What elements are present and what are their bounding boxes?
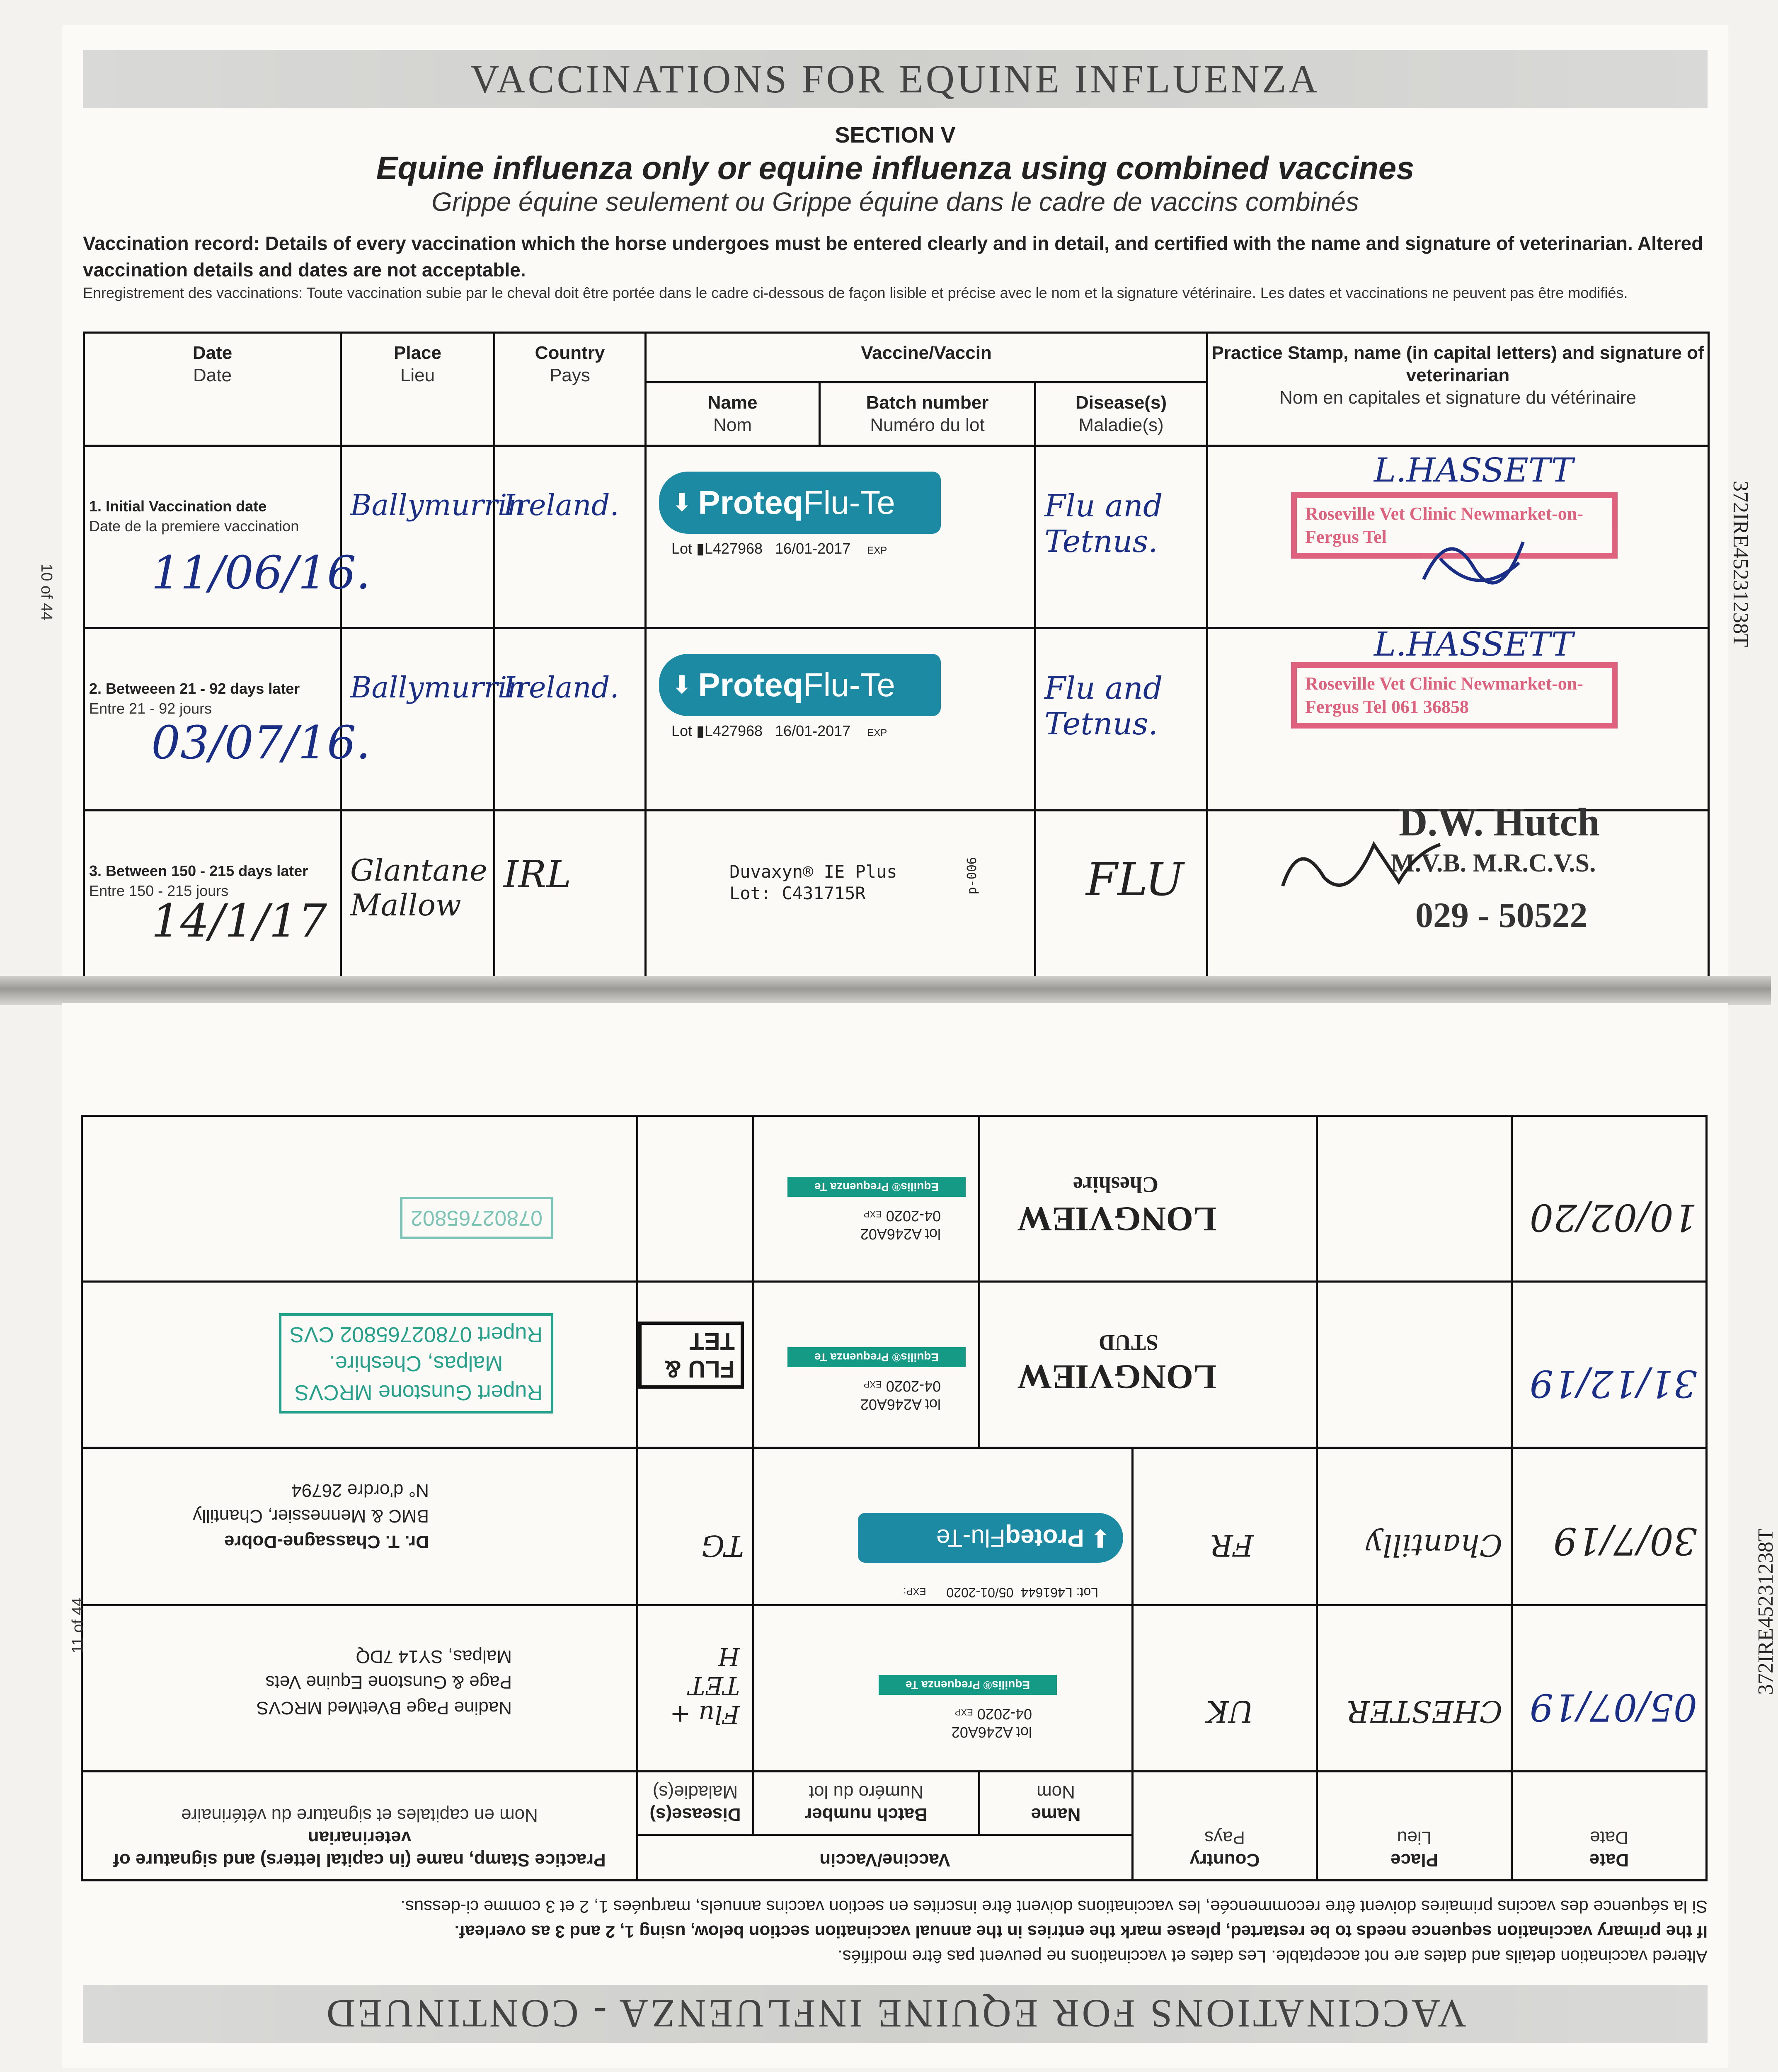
stud-stamp-cell <box>979 1282 1317 1447</box>
practice-stamp-cell <box>1207 446 1709 628</box>
header-disease: Disease(s) Maladie(s) <box>637 1771 753 1835</box>
longview-stud-sub: Cheshire <box>1073 1172 1158 1198</box>
country-handwritten: IRL <box>494 811 646 980</box>
intro-line-2: If the primary vaccination sequence needs to be restarted, please mark the entries in the annual vaccination section below, using 1, 2 and 3 as overleaf. <box>454 1922 1708 1941</box>
vaccine-sticker-cell <box>753 1116 979 1282</box>
place-handwritten: Ballymurrin <box>341 628 494 811</box>
side-passport-id: 372IRE45231238T <box>1754 1528 1778 1695</box>
vet-line: Malpas, SY14 7DQ <box>356 1646 512 1667</box>
vaccination-table <box>83 332 1710 981</box>
intro-french: Enregistrement des vaccinations: Toute vaccination subie par le cheval doit être portée dans le cadre ci-dessous de façon lisible et précise avec le nom et la signature vétérinaire. Les dates et vaccinations ne peuvent pas être modifiés. <box>83 284 1628 301</box>
equilis-sticker: lot A246A02 04-2020 EXP Equilis® Prequenza Te <box>879 1675 1057 1745</box>
place-handwritten: Ballymurrin <box>341 446 494 628</box>
place-handwritten: Chantilly <box>1317 1447 1512 1605</box>
table-row <box>84 446 1709 628</box>
date-handwritten: 03/07/16. <box>151 716 371 769</box>
vaccine-label-cell <box>646 811 1035 980</box>
practice-stamp-cell <box>1207 625 1709 811</box>
disease-cell <box>637 1116 753 1282</box>
header-vaccine: Vaccine/Vaccin <box>637 1835 1132 1880</box>
date-handwritten: 05/07/19 <box>1512 1605 1707 1771</box>
date-handwritten: 11/06/16. <box>151 546 371 599</box>
table-row <box>82 1116 1706 1282</box>
vaccine-sticker-cell <box>753 1282 979 1447</box>
place-cell <box>1317 1116 1512 1282</box>
longview-stud-name: LONGVIEW <box>1017 1357 1216 1396</box>
vet-name: D.W. Hutch <box>1399 800 1600 844</box>
vet-number: 029 - 50522 <box>1415 895 1588 935</box>
header-name: Name Nom <box>646 382 820 446</box>
header-batch: Batch number Numéro du lot <box>753 1771 979 1835</box>
section-subtitle: Grippe équine seulement ou Grippe équine dans le cadre de vaccins combinés <box>431 187 1359 217</box>
duvaxyn-label: Duvaxyn® IE Plus Lot: C431715R p-006 <box>729 857 979 903</box>
date-handwritten: 30/7/19 <box>1512 1447 1707 1605</box>
green-vet-stamp: Rupert Gunstone MRCVS Malpas, Cheshire. Rupert 07802765802 CVS <box>279 1313 553 1414</box>
date-handwritten: 14/1/17 <box>151 894 327 947</box>
country-handwritten: UK <box>1133 1605 1317 1771</box>
country-handwritten: Ireland. <box>494 628 646 811</box>
place-handwritten: Glantane Mallow <box>341 811 494 980</box>
header-country: Country Pays <box>494 333 646 446</box>
page-banner <box>83 50 1708 108</box>
vet-signature-name: L.HASSETT <box>1374 451 1573 489</box>
disease-cell <box>637 1282 753 1447</box>
green-vet-stamp: 07802765802 <box>400 1197 553 1239</box>
disease-handwritten: Flu and Tetnus. <box>1035 628 1207 811</box>
table-row <box>82 1447 1706 1605</box>
page-10 <box>38 25 1752 978</box>
arrow-icon: ⬇ <box>671 489 693 516</box>
clinic-stamp: Roseville Vet Clinic Newmarket-on-Fergus Tel <box>1291 492 1618 559</box>
disease-handwritten: Flu + TET H <box>637 1605 753 1771</box>
lot-line: Lot ▮L427968 16/01-2017 EXP <box>671 722 887 739</box>
lot-line: Lot ▮L427968 16/01-2017 EXP <box>671 540 887 557</box>
practice-stamp-cell <box>1207 800 1709 980</box>
country-handwritten: Ireland. <box>494 446 646 628</box>
vet-qualifications: M.V.B. M.R.C.V.S. <box>1390 849 1596 877</box>
disease-handwritten: FLU <box>1035 811 1207 980</box>
row-label: 3. Between 150 - 215 days later Entre 150 - 215 jours 14/1/17 <box>84 811 341 980</box>
proteq-sticker: ⬇ Proteq Flu-Te <box>659 472 941 534</box>
intro-line-3: Si la séquence des vaccins primaires doivent être recommencée, les vaccinations doivent être inscrites en section vaccins annuels, marquées 1, 2 et 3 comme ci-dessus. <box>400 1897 1708 1917</box>
vet-signature-name: L.HASSETT <box>1374 625 1573 663</box>
flu-tet-box: FLU & TET <box>638 1322 744 1389</box>
banner-text: VACCINATIONS FOR EQUINE INFLUENZA - CONTINUED <box>324 1992 1467 2036</box>
longview-stud-sub: STUD <box>1098 1330 1158 1355</box>
section-title: Equine influenza only or equine influenza using combined vaccines <box>376 150 1415 186</box>
arrow-icon: ⬇ <box>671 671 693 699</box>
table-row <box>84 628 1709 811</box>
practice-stamp-cell <box>82 1282 637 1447</box>
vet-line: N° d'ordre 26794 <box>291 1480 429 1501</box>
header-practice-stamp: Practice Stamp, name (in capital letters) and signature of veterinarian Nom en capitales et signature du vétérinaire <box>1207 333 1709 446</box>
row-label: 2. Betweeen 21 - 92 days later Entre 21 - 92 jours 03/07/16. <box>84 628 341 811</box>
proteq-sticker: ⬇ Proteq Flu-Te <box>858 1513 1123 1563</box>
place-handwritten: CHESTER <box>1317 1605 1512 1771</box>
equilis-sticker: lot A246A02 04-2020 EXP Equilis® Prequenza Te <box>787 1177 966 1247</box>
header-country: Country Pays <box>1133 1771 1317 1880</box>
header-name: Name Nom <box>979 1771 1133 1835</box>
banner-text: VACCINATIONS FOR EQUINE INFLUENZA <box>470 56 1320 101</box>
vet-line: Nadine Page BVetMed MRCVS <box>256 1697 512 1718</box>
header-date: Date Date <box>1512 1771 1707 1880</box>
page-number: 11 of 44 <box>69 1598 87 1653</box>
vet-line: Dr. T. Chassagne-Dobre <box>224 1532 429 1552</box>
signature-scribble <box>1274 820 1449 903</box>
side-passport-id: 372IRE45231238T <box>1729 481 1752 647</box>
header-batch: Batch number Numéro du lot <box>820 382 1035 446</box>
header-place: Place Lieu <box>341 333 494 446</box>
intro-line-1: Altered vaccination details and dates are not acceptable. Les dates et vaccinations ne peuvent pas être modifiés. <box>838 1947 1708 1966</box>
stud-stamp-cell <box>979 1116 1317 1282</box>
lot-line: Lot: L461644 05/01-2020 EXP: <box>903 1585 1098 1600</box>
practice-stamp-cell <box>82 1447 637 1605</box>
table-row <box>82 1605 1706 1771</box>
clinic-stamp: Roseville Vet Clinic Newmarket-on-Fergus Tel 061 36858 <box>1291 662 1618 729</box>
header-practice-stamp: Practice Stamp, name (in capital letters) and signature of veterinarian Nom en capitales et signature du vétérinaire <box>82 1771 637 1880</box>
disease-handwritten: TG <box>637 1447 753 1605</box>
page-11 <box>62 1003 1778 2068</box>
header-date: Date Date <box>84 333 341 446</box>
page-number: 10 of 44 <box>38 564 55 621</box>
vaccine-sticker-cell <box>753 1605 1133 1771</box>
table-row <box>82 1282 1706 1447</box>
table-row <box>84 811 1709 980</box>
proteq-sticker: ⬇ Proteq Flu-Te <box>659 654 941 716</box>
page-banner <box>83 1985 1708 2043</box>
practice-stamp-cell <box>82 1605 637 1771</box>
date-handwritten: 31/12/19 <box>1512 1282 1707 1447</box>
header-disease: Disease(s) Maladie(s) <box>1035 382 1207 446</box>
vaccination-table <box>81 1115 1708 1881</box>
intro-english: Vaccination record: Details of every vaccination which the horse undergoes must be entered clearly and in detail, and certified with the name and signature of veterinarian. Altered vaccination details and dates are not acceptable. <box>83 232 1703 281</box>
longview-stud-name: LONGVIEW <box>1017 1200 1216 1239</box>
vaccine-sticker-cell <box>753 1447 1133 1605</box>
country-handwritten: FR <box>1133 1447 1317 1605</box>
place-cell <box>1317 1282 1512 1447</box>
header-vaccine: Vaccine/Vaccin <box>646 333 1207 382</box>
header-place: Place Lieu <box>1317 1771 1512 1880</box>
signature-scribble <box>1415 517 1540 600</box>
vaccine-sticker-cell <box>646 446 1035 628</box>
practice-stamp-cell <box>82 1116 637 1282</box>
vet-line: BMC & Mennessier, Chantilly <box>193 1506 429 1527</box>
vet-line: Page & Gunstone Equine Vets <box>265 1672 512 1692</box>
equilis-sticker: lot A246A02 04-2020 EXP Equilis® Prequenza Te <box>787 1347 966 1418</box>
disease-handwritten: Flu and Tetnus. <box>1035 446 1207 628</box>
date-handwritten: 10/02/20 <box>1512 1116 1707 1282</box>
page-fold <box>0 976 1771 1005</box>
row-label: 1. Initial Vaccination date Date de la premiere vaccination 11/06/16. <box>84 446 341 628</box>
section-label: SECTION V <box>835 123 956 148</box>
arrow-icon: ⬇ <box>1090 1524 1111 1552</box>
vaccine-sticker-cell <box>646 628 1035 811</box>
